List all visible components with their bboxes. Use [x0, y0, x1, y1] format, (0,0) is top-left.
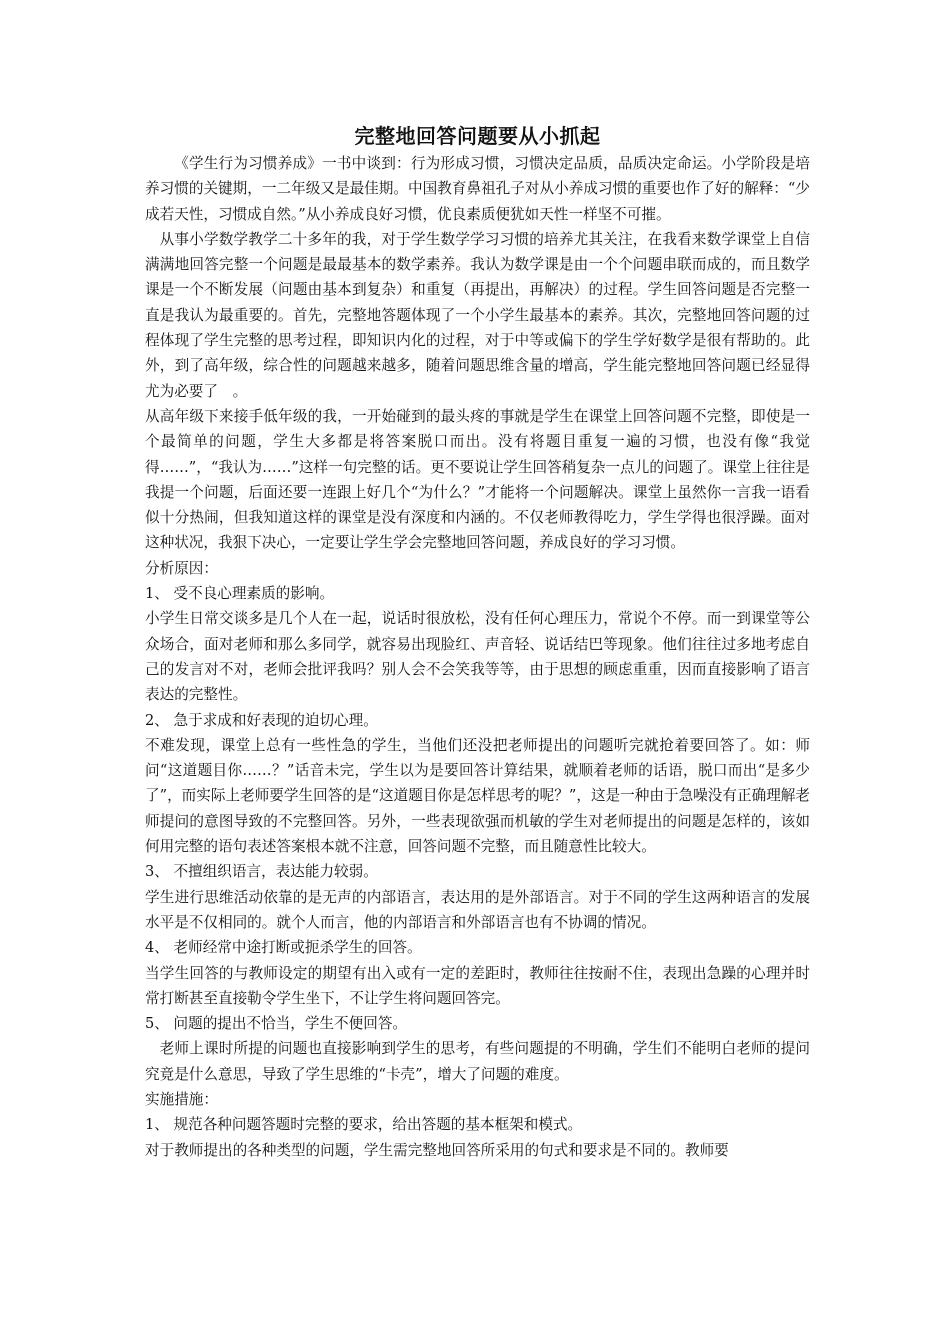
reason-5-text: 老师上课时所提的问题也直接影响到学生的思考，有些问题提的不明确，学生们不能明白老师的提问究竟是什么意思，导致了学生思维的“卡壳”，增大了问题的难度。	[145, 1040, 810, 1083]
reason-2-heading: 2、 急于求成和好表现的迫切心理。	[145, 711, 378, 729]
paragraph-intro: 《学生行为习惯养成》一书中谈到：行为形成习惯，习惯决定品质，品质决定命运。小学阶段是培养习惯的关键期，一二年级又是最佳期。中国教育鼻祖孔子对从小养成习惯的重要也作了好的解释：“少成若天性，习惯成自然。”从小养成良好习惯，优良素质便犹如天性一样坚不可摧。	[145, 155, 810, 223]
reason-4-heading: 4、 老师经常中途打断或扼杀学生的回答。	[145, 939, 422, 957]
reason-5-heading: 5、 问题的提出不恰当，学生不便回答。	[145, 1015, 408, 1033]
measure-1-text: 对于教师提出的各种类型的问题，学生需完整地回答所采用的句式和要求是不同的。教师要	[145, 1141, 729, 1159]
document-body	[145, 121, 810, 1163]
paragraph-background: 从事小学数学教学二十多年的我，对于学生数学学习习惯的培养尤其关注，在我看来数学课堂上自信满满地回答完整一个问题是最最基本的数学素养。我认为数学课是由一个个问题串联而成的，而且数学课是一个不断发展（问题由基本到复杂）和重复（再提出，再解决）的过程。学生回答问题是否完整一直是我认为最重要的。首先，完整地答题体现了一个小学生最基本的素养。其次，完整地回答问题的过程体现了学生完整的思考过程，即知识内化的过程，对于中等或偏下的学生学好数学是很有帮助的。此外，到了高年级，综合性的问题越来越多，随着问题思维含量的增高，学生能完整地回答问题已经显得尤为必要了 。	[145, 230, 810, 400]
reason-3-text: 学生进行思维活动依靠的是无声的内部语言，表达用的是外部语言。对于不同的学生这两种语言的发展水平是不仅相同的。就个人而言，他的内部语言和外部语言也有不协调的情况。	[145, 888, 810, 931]
paragraph-problem: 从高年级下来接手低年级的我，一开始碰到的最头疼的事就是学生在课堂上回答问题不完整，即使是一个最简单的问题，学生大多都是将答案脱口而出。没有将题目重复一遍的习惯，也没有像“我觉得……”，“我认为……”这样一句完整的话。更不要说让学生回答稍复杂一点儿的问题了。课堂上往往是我提一个问题，后面还要一连跟上好几个“为什么？”才能将一个问题解决。课堂上虽然你一言我一语看似十分热闹，但我知道这样的课堂是没有深度和内涵的。不仅老师教得吃力，学生学得也很浮躁。面对这种状况，我狠下决心，一定要让学生学会完整地回答问题，养成良好的学习习惯。	[145, 407, 810, 552]
heading-analysis: 分析原因：	[145, 559, 218, 577]
reason-3-heading: 3、 不擅组织语言，表达能力较弱。	[145, 863, 378, 881]
reason-1-text: 小学生日常交谈多是几个人在一起，说话时很放松，没有任何心理压力，常说个不停。而一到课堂等公众场合，面对老师和那么多同学，就容易出现脸红、声音轻、说话结巴等现象。他们往往过多地考虑自己的发言对不对，老师会批评我吗？别人会不会笑我等等，由于思想的顾虑重重，因而直接影响了语言表达的完整性。	[145, 610, 810, 704]
reason-1-heading: 1、 受不良心理素质的影响。	[145, 585, 335, 603]
heading-measures: 实施措施：	[145, 1090, 218, 1108]
reason-2-text: 不难发现，课堂上总有一些性急的学生，当他们还没把老师提出的问题听完就抢着要回答了。如：师问“这道题目你……？”话音未完，学生以为是要回答计算结果，就顺着老师的话语，脱口而出“是多少了”，而实际上老师要学生回答的是“这道题目你是怎样思考的呢？”，这是一种由于急噪没有正确理解老师提问的意图导致的不完整回答。另外，一些表现欲强而机敏的学生对老师提出的问题是怎样的，该如何用完整的语句表述答案根本就不注意，回答问题不完整，而且随意性比较大。	[145, 736, 810, 856]
measure-1-heading: 1、 规范各种问题答题时完整的要求，给出答题的基本框架和模式。	[145, 1116, 583, 1134]
reason-4-text: 当学生回答的与教师设定的期望有出入或有一定的差距时，教师往往按耐不住，表现出急躁的心理并时常打断甚至直接勒令学生坐下，不让学生将问题回答完。	[145, 964, 810, 1007]
document-title: 完整地回答问题要从小抓起	[354, 124, 601, 148]
